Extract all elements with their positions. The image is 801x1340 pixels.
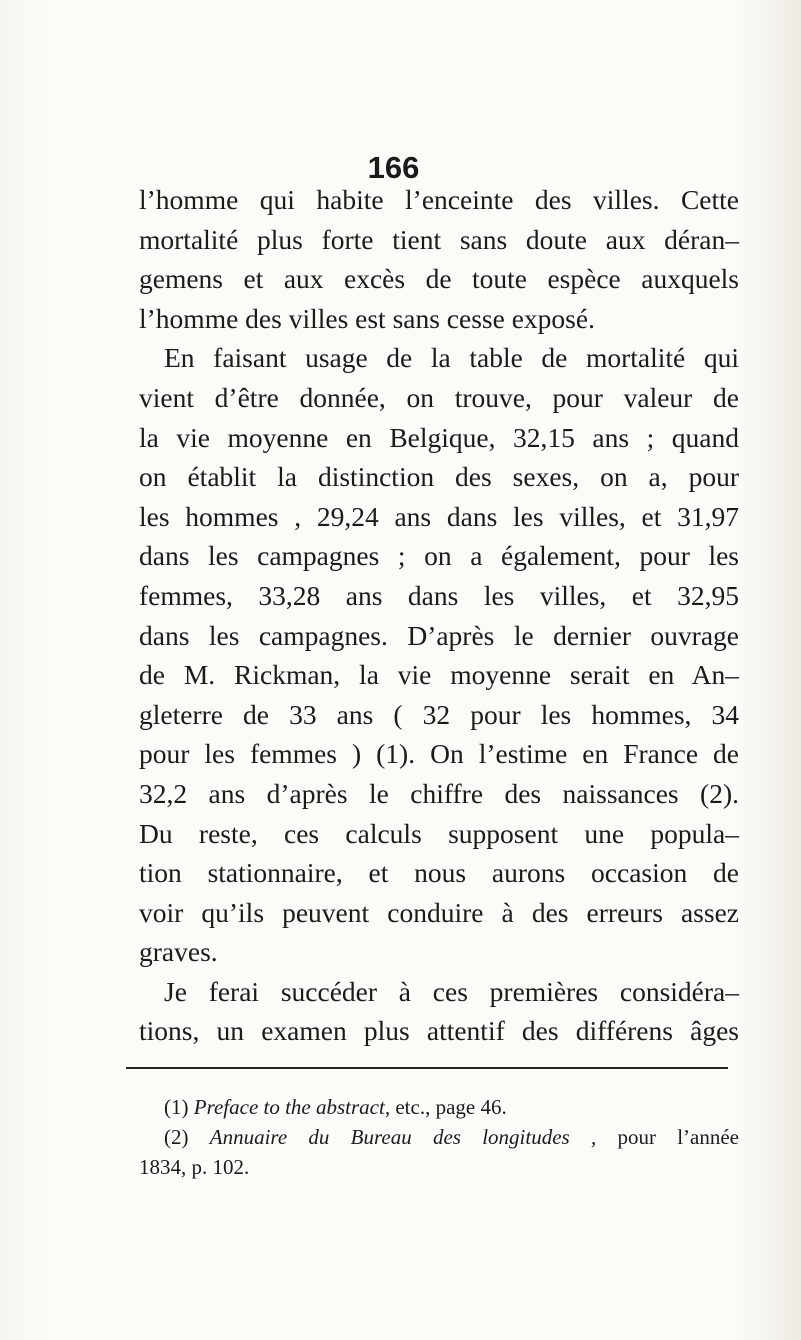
text-line: tions, un examen plus attentif des différens âges bbox=[139, 1015, 739, 1047]
text-line: Je ferai succéder à ces premières considéra– bbox=[164, 975, 739, 1007]
text-line: la vie moyenne en Belgique, 32,15 ans ; quand bbox=[139, 421, 739, 453]
text-line: gleterre de 33 ans ( 32 pour les hommes, 34 bbox=[139, 698, 739, 730]
text-line: dans les campagnes. D’après le dernier ouvrage bbox=[139, 619, 739, 651]
footnotes bbox=[139, 1092, 739, 1182]
text-line: de M. Rickman, la vie moyenne serait en An– bbox=[139, 659, 739, 691]
text-line: graves. bbox=[139, 936, 218, 968]
footnote-divider bbox=[126, 1067, 728, 1069]
text-line: l’homme des villes est sans cesse exposé. bbox=[139, 302, 595, 334]
text-line: on établit la distinction des sexes, on a, pour bbox=[139, 461, 739, 493]
text-line: les hommes , 29,24 ans dans les villes, et 31,97 bbox=[139, 500, 739, 532]
text-line: l’homme qui habite l’enceinte des villes. Cette bbox=[139, 184, 739, 215]
footnote-text: pour l’année bbox=[617, 1125, 740, 1149]
text-line: Du reste, ces calculs supposent une popula– bbox=[139, 817, 739, 849]
text-line: pour les femmes ) (1). On l’estime en France de bbox=[139, 738, 739, 770]
footnote-2-continuation: 1834, p. 102. bbox=[139, 1155, 250, 1179]
text-line: tion stationnaire, et nous aurons occasion de bbox=[139, 857, 739, 889]
text-line: 32,2 ans d’après le chiffre des naissances (2). bbox=[139, 777, 739, 809]
page-number: 166 bbox=[367, 150, 420, 185]
text-line: dans les campagnes ; on a également, pour les bbox=[139, 540, 739, 572]
footnote-1 bbox=[139, 1092, 739, 1122]
text-line: vient d’être donnée, on trouve, pour valeur de bbox=[139, 381, 739, 413]
text-line: femmes, 33,28 ans dans les villes, et 32,95 bbox=[139, 579, 739, 611]
text-line: En faisant usage de la table de mortalité qui bbox=[164, 342, 739, 374]
footnote-marker: (2) bbox=[164, 1125, 189, 1149]
text-line: voir qu’ils peuvent conduire à des erreurs assez bbox=[139, 896, 739, 928]
footnote-title: Annuaire du Bureau des longitudes , bbox=[209, 1125, 597, 1149]
text-line: mortalité plus forte tient sans doute aux déran– bbox=[139, 223, 739, 255]
footnote-2 bbox=[139, 1122, 739, 1152]
footnote-marker: (1) bbox=[164, 1095, 189, 1119]
text-line: gemens et aux excès de toute espèce auxquels bbox=[139, 263, 739, 295]
footnote-title: Preface to the abstract, bbox=[193, 1095, 391, 1119]
footnote-text: etc., page 46. bbox=[395, 1095, 507, 1119]
body-text bbox=[139, 180, 739, 1051]
